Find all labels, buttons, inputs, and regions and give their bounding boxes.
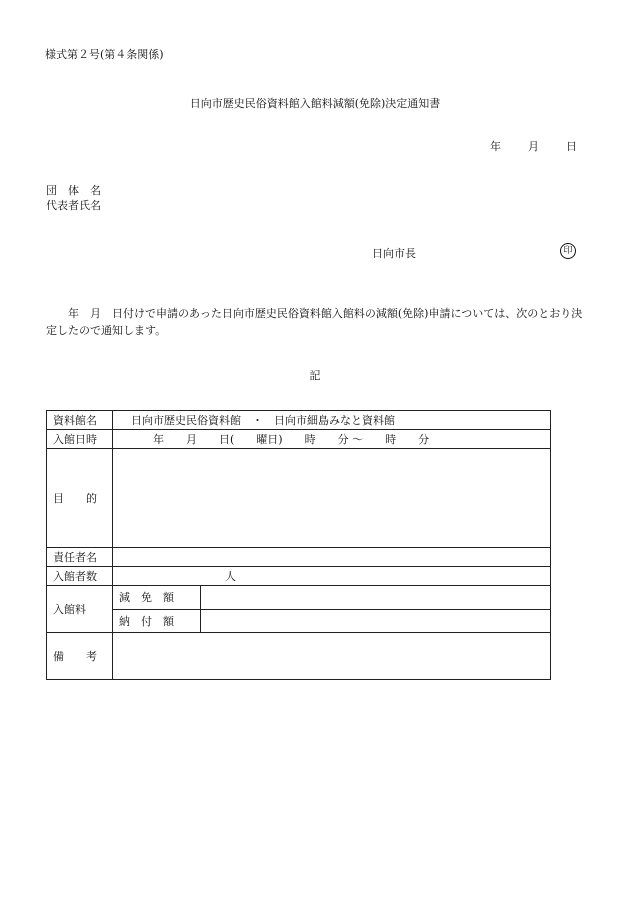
recipient-block bbox=[46, 183, 101, 213]
fee-label: 入館料 bbox=[47, 586, 113, 633]
table-row bbox=[47, 567, 551, 586]
seal-mark: 印 bbox=[560, 243, 576, 259]
responsible-label: 責任者名 bbox=[47, 548, 113, 567]
date-year: 年 bbox=[490, 140, 501, 153]
reduction-value bbox=[201, 586, 551, 610]
table-row bbox=[47, 609, 551, 633]
purpose-value bbox=[113, 449, 551, 548]
form-number: 様式第２号(第４条関係) bbox=[45, 48, 164, 61]
payment-value bbox=[201, 609, 551, 633]
visit-date-label: 入館日時 bbox=[47, 430, 113, 449]
group-name-label: 団 体 名 bbox=[46, 184, 101, 197]
mayor-title: 日向市長 bbox=[372, 247, 416, 260]
body-text: 年 月 日付けで申請のあった日向市歴史民俗資料館入館料の減額(免除)申請については、次のとおり決定したので通知します。 bbox=[46, 307, 583, 337]
date-month: 月 bbox=[528, 140, 539, 153]
document-title: 日向市歴史民俗資料館入館料減額(免除)決定通知書 bbox=[189, 97, 441, 110]
table-row bbox=[47, 548, 551, 567]
representative-label: 代表者氏名 bbox=[46, 199, 101, 212]
date-day: 日 bbox=[566, 140, 577, 153]
table-row bbox=[47, 633, 551, 680]
facility-label: 資料館名 bbox=[47, 411, 113, 430]
purpose-label: 目 的 bbox=[47, 449, 113, 548]
table-row bbox=[47, 430, 551, 449]
visit-date-value: 年 月 日( 曜日) 時 分 ～ 時 分 bbox=[113, 430, 551, 449]
count-unit: 人 bbox=[113, 567, 551, 586]
responsible-value bbox=[113, 548, 551, 567]
reduction-label: 減 免 額 bbox=[113, 586, 201, 610]
remarks-value bbox=[113, 633, 551, 680]
table-row bbox=[47, 586, 551, 610]
ki-heading: 記 bbox=[309, 369, 321, 382]
remarks-label: 備 考 bbox=[47, 633, 113, 680]
decision-table bbox=[46, 410, 551, 680]
count-label: 入館者数 bbox=[47, 567, 113, 586]
table-row bbox=[47, 449, 551, 548]
issue-date bbox=[490, 138, 577, 154]
table-row bbox=[47, 411, 551, 430]
payment-label: 納 付 額 bbox=[113, 609, 201, 633]
facility-value: 日向市歴史民俗資料館 ・ 日向市細島みなと資料館 bbox=[113, 411, 551, 430]
